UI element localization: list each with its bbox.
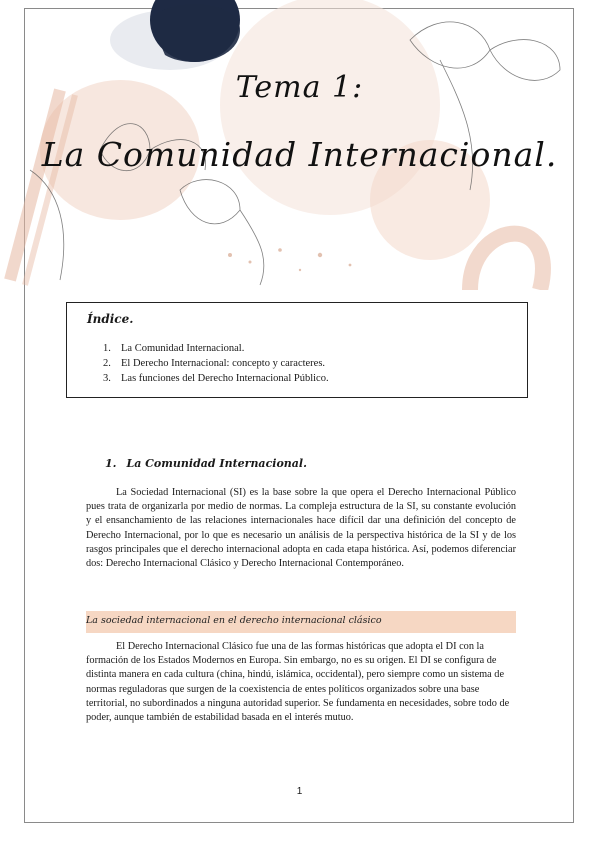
index-item <box>103 371 329 386</box>
section-heading <box>105 457 307 470</box>
index-item-number: 2. <box>103 358 111 369</box>
index-item-number: 3. <box>103 373 111 384</box>
subheading-title: La sociedad internacional en el derecho internacional clásico <box>86 615 382 626</box>
subsection-paragraph <box>86 640 516 725</box>
index-list <box>103 341 329 386</box>
index-item-number: 1. <box>103 343 111 354</box>
section-title: La Comunidad Internacional. <box>126 457 307 470</box>
index-item <box>103 356 329 371</box>
title-line-2: La Comunidad Internacional. <box>41 135 558 174</box>
subsection-paragraph-text: El Derecho Internacional Clásico fue una de las formas históricas que adopta el DI con la formación de los Estados Modernos en Europa. Sin embargo, no es su origen. El DI se configura de distinta manera en cada cultura (china, hindú, islámica, occidental), pero siempre como un sistema de normas reguladoras que surgen de la coexistencia de entes políticos organizados sobre una base territorial, no subordinados a ninguna autoridad superior. Se fundamenta en necesidades, sobre todo de poder, aunque también de estabilidad basada en el interés mutuo. <box>86 641 510 724</box>
index-title: Índice. <box>87 312 134 326</box>
index-item-label: La Comunidad Internacional. <box>121 343 245 354</box>
index-item <box>103 341 329 356</box>
index-box <box>66 302 528 398</box>
section-number: 1. <box>105 457 117 470</box>
index-item-label: Las funciones del Derecho Internacional Público. <box>121 373 329 384</box>
page-number: 1 <box>296 786 303 797</box>
index-item-label: El Derecho Internacional: concepto y caracteres. <box>121 358 326 369</box>
section-paragraph-text: La Sociedad Internacional (SI) es la base sobre la que opera el Derecho Internacional Público pues trata de organizarla por medio de normas. La compleja estructura de la SI, su constante evolución y el ensanchamiento de las relaciones internacionales hace difícil dar una definición del concepto de Derecho Internacional, por lo que es necesario un análisis de la perspectiva histórica de la SI y de los rasgos principales que el derecho internacional adopta en cada etapa histórica. Así, podemos diferenciar dos: Derecho Internacional Clásico y Derecho Internacional Contemporáneo. <box>86 487 516 570</box>
subheading-bar <box>86 611 516 633</box>
section-paragraph <box>86 486 516 571</box>
title-line-1: Tema 1: <box>235 70 364 105</box>
